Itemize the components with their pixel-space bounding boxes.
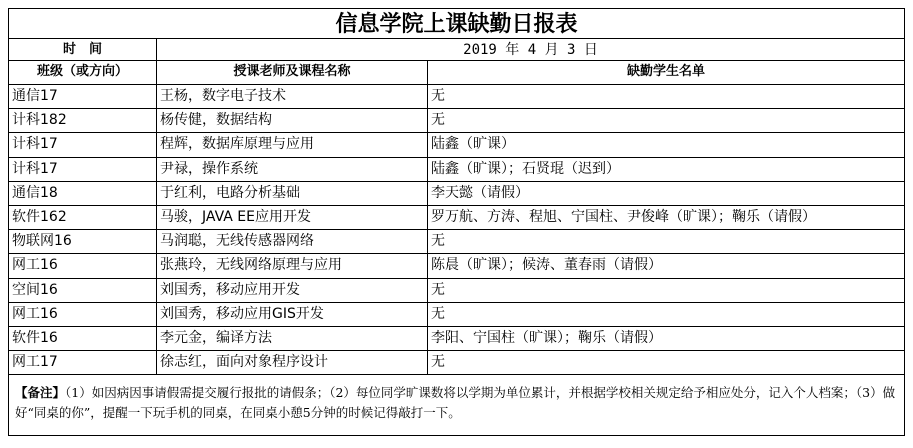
class-cell: 物联网16 <box>9 230 157 253</box>
time-label: 时 间 <box>9 39 157 60</box>
absent-cell: 无 <box>431 112 445 129</box>
report-title: 信息学院上课缺勤日报表 <box>9 9 904 39</box>
table-row <box>9 133 904 157</box>
teacher-course-cell: 李元金，编译方法 <box>157 327 428 350</box>
class-cell: 计科17 <box>9 158 157 181</box>
teacher-course-cell: 于红利，电路分析基础 <box>157 182 428 205</box>
teacher-course-cell: 王杨，数字电子技术 <box>157 85 428 108</box>
teacher-course-cell: 刘国秀，移动应用开发 <box>157 279 428 302</box>
table-row <box>9 327 904 351</box>
table-row <box>9 279 904 303</box>
class-cell: 软件16 <box>9 327 157 350</box>
absent-cell: 无 <box>431 281 445 298</box>
absent-cell: 无 <box>431 305 445 322</box>
teacher-course-cell: 尹禄，操作系统 <box>157 158 428 181</box>
absent-cell: 罗万航、方涛、程旭、宁国柱、尹俊峰（旷课）；鞠乐（请假） <box>431 208 816 225</box>
table-row <box>9 182 904 206</box>
teacher-course-cell: 马骏，JAVA EE应用开发 <box>157 206 428 229</box>
teacher-course-cell: 刘国秀，移动应用GIS开发 <box>157 303 428 326</box>
absent-cell: 无 <box>431 88 445 104</box>
data-rows <box>9 85 904 375</box>
class-cell: 网工17 <box>9 351 157 374</box>
header-teacher-course: 授课老师及课程名称 <box>157 61 428 84</box>
table-row <box>9 230 904 254</box>
class-cell: 计科17 <box>9 133 157 156</box>
teacher-course-cell: 杨传健，数据结构 <box>157 109 428 132</box>
class-cell: 计科182 <box>9 109 157 132</box>
absent-cell: 陆鑫（旷课）；石贤琨（迟到） <box>431 160 620 177</box>
absent-cell: 李阳、宁国柱（旷课）；鞠乐（请假） <box>431 329 662 346</box>
class-cell: 空间16 <box>9 279 157 302</box>
remarks <box>9 377 904 435</box>
class-cell: 通信18 <box>9 182 157 205</box>
class-cell: 网工16 <box>9 303 157 326</box>
teacher-course-cell: 徐志红，面向对象程序设计 <box>157 351 428 374</box>
attendance-report-sheet <box>8 8 905 436</box>
table-row <box>9 206 904 230</box>
absent-cell: 无 <box>431 233 445 250</box>
table-row <box>9 158 904 182</box>
table-row <box>9 303 904 327</box>
class-cell: 网工16 <box>9 254 157 277</box>
absent-cell: 无 <box>431 354 445 371</box>
header-absent-students: 缺勤学生名单 <box>626 64 705 79</box>
column-header-row <box>9 61 904 85</box>
absent-cell: 李天懿（请假） <box>431 184 529 201</box>
table-row <box>9 85 904 109</box>
class-cell: 通信17 <box>9 85 157 108</box>
teacher-course-cell: 马润聪，无线传感器网络 <box>157 230 428 253</box>
table-row <box>9 351 904 375</box>
table-row <box>9 254 904 278</box>
report-date: 2019 年 4 月 3 日 <box>463 42 598 58</box>
class-cell: 软件162 <box>9 206 157 229</box>
absent-cell: 陈晨（旷课）；候涛、董春雨（请假） <box>431 257 662 274</box>
teacher-course-cell: 程辉，数据库原理与应用 <box>157 133 428 156</box>
absent-cell: 陆鑫（旷课） <box>431 136 515 153</box>
teacher-course-cell: 张燕玲，无线网络原理与应用 <box>157 254 428 277</box>
time-row <box>9 39 904 61</box>
table-row <box>9 109 904 133</box>
remarks-text: （1）如因病因事请假需提交履行报批的请假条；（2）每位同学旷课数将以学期为单位累计，并根据学校相关规定给予相应处分，记入个人档案；（3）做好“同桌的你”，提醒一下玩手机的同桌，在同桌小憩5分钟的时候记得敲打一下。 <box>15 385 896 420</box>
header-class: 班级（或方向） <box>9 61 157 84</box>
remarks-label: 【备注】 <box>15 385 66 400</box>
